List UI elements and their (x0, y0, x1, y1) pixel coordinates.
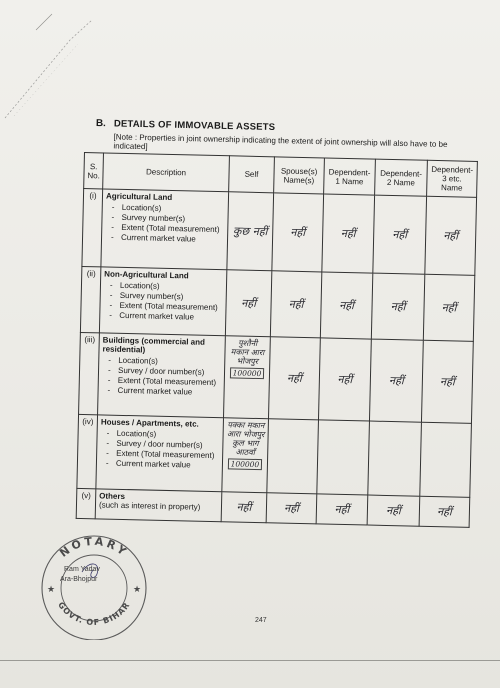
row-sno: (v) (76, 488, 96, 518)
row-category: Houses / Apartments, etc. (100, 417, 199, 429)
cell-dependent-3: नहीं (419, 496, 470, 527)
header-sno: S. No. (84, 153, 104, 189)
row-category: Buildings (commercial and residential) (102, 335, 206, 355)
cell-spouse: नहीं (266, 493, 317, 524)
cell-dependent-2: नहीं (367, 495, 420, 526)
header-self: Self (229, 156, 275, 193)
cell-dependent-1: नहीं (322, 194, 375, 273)
table-row (82, 189, 477, 276)
row-description (101, 189, 229, 270)
cell-dependent-1: नहीं (316, 494, 368, 525)
header-spouse: Spouse(s) Name(s) (274, 157, 325, 194)
immovable-assets-table (76, 152, 478, 528)
seal-bottom-text: GOVT. OF BIHAR (56, 600, 132, 628)
section-letter: B. (95, 118, 106, 130)
page-number: 247 (255, 617, 267, 624)
cell-self (222, 418, 269, 493)
row-sno: (iii) (79, 332, 100, 414)
table-row (79, 332, 474, 423)
list-item: - Location(s) (112, 203, 225, 215)
seal-top-text: NOTARY (57, 534, 131, 560)
cell-dependent-2 (368, 421, 422, 496)
row-items (108, 356, 222, 398)
section-title: DETAILS OF IMMOVABLE ASSETS (113, 118, 276, 134)
self-handwritten-text: पुश्तैनी मकान आरा भोजपुर (230, 338, 265, 367)
header-dependent-2: Dependent-2 Name (375, 159, 428, 196)
list-item: - Current market value (109, 311, 222, 323)
seal-place: Ara-Bhojpur (60, 576, 98, 583)
list-item: - Extent (Total measurement) (106, 449, 219, 461)
self-handwritten-text: पक्का मकान आरा भोजपुर कुल भाग आठवाँ (226, 420, 265, 457)
list-item: - Extent (Total measurement) (111, 223, 224, 235)
row-items (109, 281, 223, 323)
table-row (80, 266, 474, 341)
cell-dependent-3: नहीं (425, 196, 477, 275)
svg-text:NOTARY (57, 535, 131, 560)
row-category: Others (99, 491, 126, 502)
cell-dependent-3 (420, 422, 472, 497)
cell-dependent-3: नहीं (423, 274, 474, 341)
list-item: - Survey / door number(s) (108, 366, 221, 378)
header-dependent-3: Dependent-3 etc. Name (427, 160, 478, 197)
row-description (96, 415, 224, 492)
list-item: - Location(s) (110, 281, 223, 293)
cell-dependent-2: नहीं (373, 195, 427, 274)
row-description (99, 267, 226, 336)
row-sno: (i) (82, 189, 103, 267)
list-item: - Location(s) (108, 356, 221, 368)
cell-self: नहीं (221, 492, 267, 523)
list-item: - Survey number(s) (110, 291, 223, 303)
list-item: - Current market value (108, 386, 221, 398)
cell-self (224, 336, 271, 419)
section-heading (95, 118, 486, 152)
row-subtitle: (such as interest in property) (98, 500, 201, 512)
row-description (98, 333, 226, 418)
scan-artifact (0, 0, 140, 130)
cell-dependent-2: नहीं (371, 273, 424, 340)
row-description (95, 489, 222, 522)
cell-spouse: नहीं (270, 271, 321, 338)
svg-text:GOVT. OF BIHAR (56, 600, 132, 627)
row-category: Agricultural Land (105, 191, 173, 203)
cell-spouse (267, 419, 319, 494)
list-item: - Extent (Total measurement) (108, 376, 221, 388)
cell-dependent-1: नहीं (320, 272, 372, 339)
list-item: - Current market value (111, 233, 224, 245)
cell-dependent-1 (317, 420, 370, 495)
row-items (111, 203, 225, 245)
row-category: Non-Agricultural Land (104, 269, 189, 281)
section-note: [Note : Properties in joint ownership indicating the extent of joint ownership will also have to be indicated] (113, 132, 448, 152)
list-item: - Current market value (106, 459, 219, 471)
list-item: - Location(s) (107, 429, 220, 441)
seal-star-icon: ★ (133, 584, 142, 594)
cell-dependent-1: नहीं (318, 338, 371, 421)
scan-edge-line (0, 660, 500, 661)
cell-spouse: नहीं (268, 337, 320, 420)
cell-self: नहीं (225, 270, 271, 337)
cell-dependent-3: नहीं (421, 340, 473, 423)
self-amount: 100000 (230, 367, 265, 379)
seal-star-icon: ★ (47, 584, 56, 594)
list-item: - Survey number(s) (111, 213, 224, 225)
header-description: Description (103, 153, 230, 192)
cell-spouse: नहीं (272, 193, 324, 272)
table-row (77, 414, 472, 497)
cell-self: कुछ नहीं (227, 192, 274, 271)
row-sno: (ii) (80, 266, 100, 332)
list-item: - Extent (Total measurement) (109, 301, 222, 313)
row-sno: (iv) (77, 414, 98, 488)
self-amount: 100000 (228, 458, 263, 470)
notary-seal (37, 530, 151, 640)
header-dependent-1: Dependent-1 Name (324, 158, 376, 195)
cell-dependent-2: नहीं (369, 339, 423, 422)
row-items (106, 429, 220, 471)
seal-name: Ram Yadav (64, 566, 100, 573)
list-item: - Survey / door number(s) (106, 439, 219, 451)
